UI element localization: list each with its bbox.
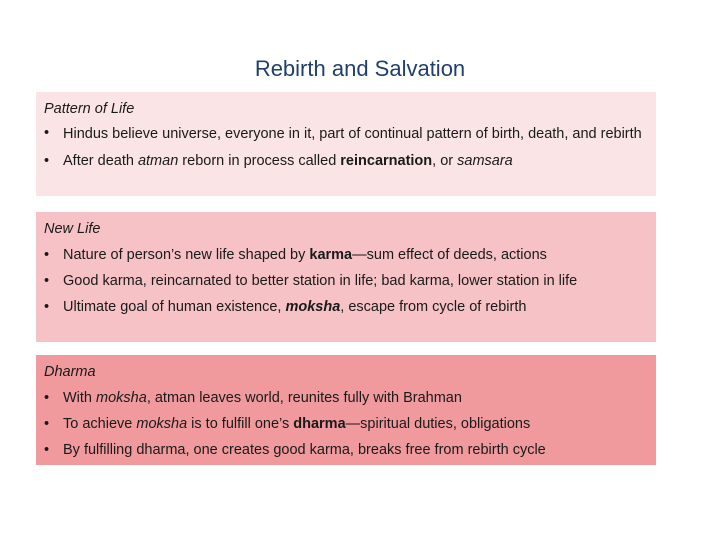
section-heading: New Life	[44, 221, 101, 237]
bullet-text-run: moksha	[285, 299, 341, 315]
bullet-text-run: , escape from cycle of rebirth	[340, 299, 527, 315]
bullet-text-run: , atman leaves world, reunites fully with Brahman	[146, 390, 462, 406]
bullet-text-run: reincarnation	[340, 153, 433, 169]
bullet-text-run: —sum effect of deeds, actions	[352, 247, 547, 263]
bullet-text-run: moksha	[96, 390, 147, 406]
bullet-text-run: With	[63, 390, 97, 406]
bullet-item: • Ultimate goal of human existence, moksha, escape from cycle of rebirth	[44, 299, 527, 315]
bullet-text-run: Ultimate goal of human existence,	[63, 299, 286, 315]
bullet-text-run: atman	[137, 153, 179, 169]
bullet-text-run: By fulfilling dharma, one creates good karma, breaks free from rebirth cycle	[63, 442, 546, 458]
bullet-text-run: To achieve	[63, 416, 137, 432]
bullet-item: • To achieve moksha is to fulfill one’s dharma—spiritual duties, obligations	[44, 416, 531, 432]
section-heading: Dharma	[44, 364, 96, 380]
bullet-text-run: samsara	[457, 153, 513, 169]
section-heading: Pattern of Life	[44, 101, 135, 117]
bullet-text-run: —spiritual duties, obligations	[345, 416, 531, 432]
bullet-text-run: moksha	[136, 416, 188, 432]
section-dharma	[36, 355, 656, 465]
section-new-life	[36, 212, 656, 342]
bullet-text-run: reborn in process called	[178, 153, 341, 169]
bullet-item: • After death atman reborn in process called reincarnation, or samsara	[44, 153, 513, 169]
bullet-item: • With moksha, atman leaves world, reunites fully with Brahman	[44, 390, 462, 406]
bullet-list	[44, 385, 648, 463]
bullet-text-run: Nature of person’s new life shaped by	[63, 247, 310, 263]
bullet-item: • Hindus believe universe, everyone in it, part of continual pattern of birth, death, and rebirth	[44, 125, 642, 142]
bullet-text-run: is to fulfill one’s	[187, 416, 294, 432]
bullet-text-run: Hindus believe universe, everyone in it, part of continual pattern of birth, death, and rebirth	[63, 126, 642, 142]
bullet-text-run: Good karma, reincarnated to better station in life; bad karma, lower station in life	[63, 273, 578, 289]
section-pattern-of-life	[36, 92, 656, 196]
bullet-text-run: dharma	[293, 416, 346, 432]
bullet-list	[44, 122, 648, 174]
bullet-text-run: After death	[63, 153, 138, 169]
bullet-item: • By fulfilling dharma, one creates good karma, breaks free from rebirth cycle	[44, 442, 546, 458]
bullet-item: • Good karma, reincarnated to better station in life; bad karma, lower station in life	[44, 273, 578, 289]
bullet-text-run: karma	[309, 247, 353, 263]
bullet-list	[44, 242, 648, 320]
bullet-item: • Nature of person’s new life shaped by karma—sum effect of deeds, actions	[44, 247, 547, 263]
bullet-text-run: , or	[432, 153, 458, 169]
page-title: Rebirth and Salvation	[254, 56, 466, 81]
